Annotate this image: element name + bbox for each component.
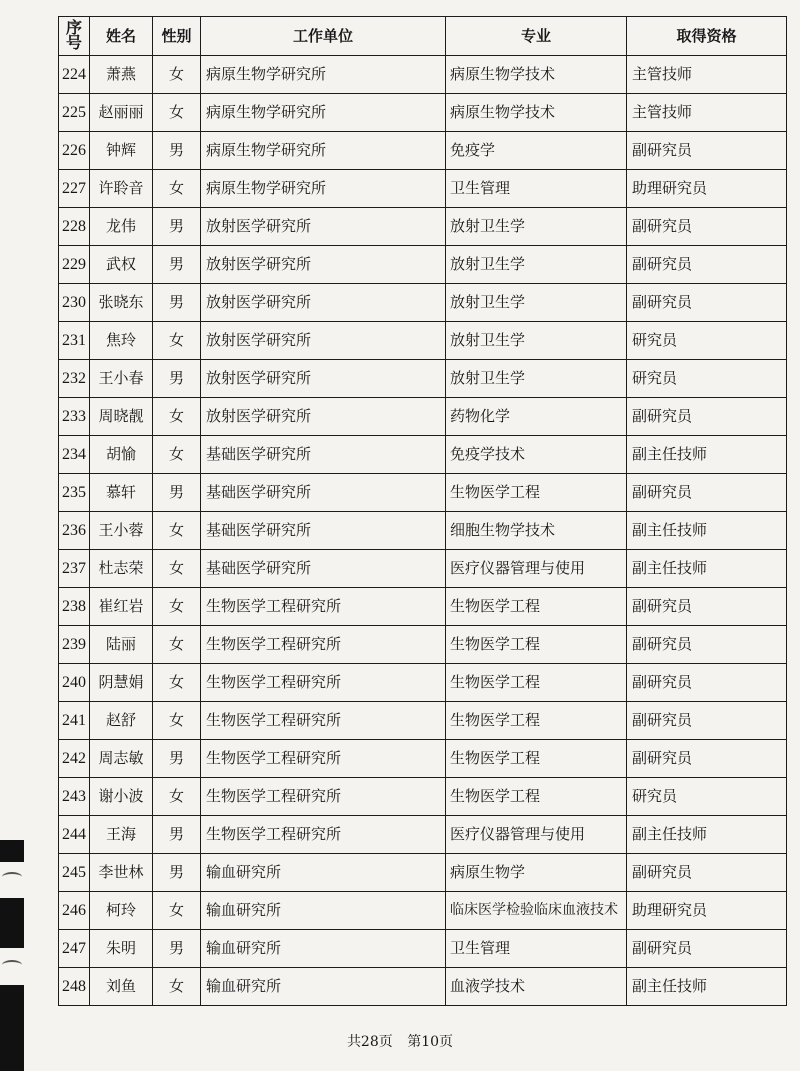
- cell-unit: 病原生物学研究所: [201, 132, 446, 170]
- table-header-row: [59, 17, 787, 56]
- table-row: [59, 588, 787, 626]
- table-row: [59, 854, 787, 892]
- cell-name: 杜志荣: [90, 550, 153, 588]
- cell-qualification: 副研究员: [627, 474, 787, 512]
- cell-qualification: 副研究员: [627, 626, 787, 664]
- cell-major: 放射卫生学: [446, 208, 627, 246]
- table-row: [59, 550, 787, 588]
- cell-unit: 放射医学研究所: [201, 322, 446, 360]
- header-no: 序号: [59, 17, 90, 56]
- table-row: [59, 132, 787, 170]
- cell-unit: 病原生物学研究所: [201, 94, 446, 132]
- current-page: 第10页: [407, 1034, 454, 1050]
- cell-unit: 生物医学工程研究所: [201, 816, 446, 854]
- table-row: [59, 284, 787, 322]
- cell-no: 244: [59, 816, 90, 854]
- cell-name: 朱明: [90, 930, 153, 968]
- cell-major: 临床医学检验临床血液技术: [446, 892, 627, 930]
- cell-qualification: 助理研究员: [627, 892, 787, 930]
- cell-major: 生物医学工程: [446, 740, 627, 778]
- cell-major: 生物医学工程: [446, 664, 627, 702]
- total-pages: 共28页: [346, 1034, 393, 1050]
- cell-no: 245: [59, 854, 90, 892]
- table-body: [59, 56, 787, 1006]
- cell-name: 周晓靓: [90, 398, 153, 436]
- cell-name: 崔红岩: [90, 588, 153, 626]
- cell-name: 张晓东: [90, 284, 153, 322]
- cell-no: 240: [59, 664, 90, 702]
- cell-major: 放射卫生学: [446, 284, 627, 322]
- cell-gender: 女: [153, 512, 201, 550]
- table-row: [59, 56, 787, 94]
- cell-major: 生物医学工程: [446, 474, 627, 512]
- table-row: [59, 892, 787, 930]
- cell-gender: 女: [153, 170, 201, 208]
- cell-gender: 男: [153, 284, 201, 322]
- cell-no: 226: [59, 132, 90, 170]
- cell-qualification: 副研究员: [627, 284, 787, 322]
- cell-qualification: 副主任技师: [627, 436, 787, 474]
- cell-unit: 输血研究所: [201, 968, 446, 1006]
- cell-major: 生物医学工程: [446, 702, 627, 740]
- cell-qualification: 副主任技师: [627, 816, 787, 854]
- cell-no: 229: [59, 246, 90, 284]
- cell-name: 柯玲: [90, 892, 153, 930]
- cell-major: 放射卫生学: [446, 322, 627, 360]
- page-footer: [0, 1031, 800, 1051]
- cell-major: 医疗仪器管理与使用: [446, 816, 627, 854]
- cell-gender: 女: [153, 94, 201, 132]
- cell-no: 224: [59, 56, 90, 94]
- cell-major: 生物医学工程: [446, 626, 627, 664]
- table-row: [59, 968, 787, 1006]
- cell-name: 慕轩: [90, 474, 153, 512]
- cell-gender: 女: [153, 436, 201, 474]
- cell-no: 238: [59, 588, 90, 626]
- cell-no: 232: [59, 360, 90, 398]
- cell-no: 235: [59, 474, 90, 512]
- table-row: [59, 778, 787, 816]
- cell-name: 王海: [90, 816, 153, 854]
- cell-qualification: 研究员: [627, 322, 787, 360]
- cell-qualification: 研究员: [627, 778, 787, 816]
- table-row: [59, 322, 787, 360]
- cell-major: 病原生物学技术: [446, 94, 627, 132]
- cell-unit: 放射医学研究所: [201, 398, 446, 436]
- cell-name: 谢小波: [90, 778, 153, 816]
- table-row: [59, 398, 787, 436]
- cell-name: 许聆音: [90, 170, 153, 208]
- cell-qualification: 副研究员: [627, 246, 787, 284]
- cell-gender: 女: [153, 626, 201, 664]
- binder-mark: [0, 840, 24, 862]
- cell-major: 医疗仪器管理与使用: [446, 550, 627, 588]
- cell-major: 病原生物学技术: [446, 56, 627, 94]
- cell-major: 细胞生物学技术: [446, 512, 627, 550]
- table-row: [59, 474, 787, 512]
- cell-no: 225: [59, 94, 90, 132]
- table-row: [59, 436, 787, 474]
- table-row: [59, 816, 787, 854]
- cell-gender: 女: [153, 778, 201, 816]
- table-row: [59, 702, 787, 740]
- cell-gender: 男: [153, 854, 201, 892]
- cell-major: 免疫学技术: [446, 436, 627, 474]
- cell-major: 卫生管理: [446, 930, 627, 968]
- cell-gender: 男: [153, 360, 201, 398]
- cell-no: 248: [59, 968, 90, 1006]
- cell-major: 血液学技术: [446, 968, 627, 1006]
- cell-no: 237: [59, 550, 90, 588]
- cell-name: 李世林: [90, 854, 153, 892]
- cell-name: 周志敏: [90, 740, 153, 778]
- table-row: [59, 246, 787, 284]
- header-gender: 性别: [153, 17, 201, 56]
- cell-qualification: 副研究员: [627, 930, 787, 968]
- cell-major: 卫生管理: [446, 170, 627, 208]
- table-row: [59, 930, 787, 968]
- cell-qualification: 副主任技师: [627, 550, 787, 588]
- table-row: [59, 94, 787, 132]
- cell-gender: 女: [153, 968, 201, 1006]
- cell-gender: 女: [153, 588, 201, 626]
- cell-name: 阴慧娟: [90, 664, 153, 702]
- cell-major: 生物医学工程: [446, 778, 627, 816]
- binder-hook: [2, 960, 22, 970]
- header-name: 姓名: [90, 17, 153, 56]
- cell-no: 236: [59, 512, 90, 550]
- cell-name: 王小春: [90, 360, 153, 398]
- binder-mark: [0, 898, 24, 948]
- cell-no: 227: [59, 170, 90, 208]
- cell-gender: 女: [153, 664, 201, 702]
- cell-no: 243: [59, 778, 90, 816]
- cell-no: 246: [59, 892, 90, 930]
- cell-gender: 男: [153, 816, 201, 854]
- cell-name: 陆丽: [90, 626, 153, 664]
- cell-name: 龙伟: [90, 208, 153, 246]
- binder-mark: [0, 985, 24, 1071]
- cell-qualification: 副研究员: [627, 588, 787, 626]
- cell-qualification: 主管技师: [627, 56, 787, 94]
- cell-name: 王小蓉: [90, 512, 153, 550]
- cell-unit: 基础医学研究所: [201, 550, 446, 588]
- cell-name: 武权: [90, 246, 153, 284]
- cell-unit: 基础医学研究所: [201, 512, 446, 550]
- cell-qualification: 副研究员: [627, 664, 787, 702]
- table-row: [59, 360, 787, 398]
- cell-qualification: 助理研究员: [627, 170, 787, 208]
- cell-gender: 女: [153, 550, 201, 588]
- cell-major: 生物医学工程: [446, 588, 627, 626]
- cell-name: 钟辉: [90, 132, 153, 170]
- cell-unit: 输血研究所: [201, 892, 446, 930]
- cell-name: 赵舒: [90, 702, 153, 740]
- cell-qualification: 研究员: [627, 360, 787, 398]
- cell-qualification: 副主任技师: [627, 512, 787, 550]
- qualification-table: [58, 16, 787, 1006]
- cell-no: 242: [59, 740, 90, 778]
- cell-name: 刘鱼: [90, 968, 153, 1006]
- table-row: [59, 626, 787, 664]
- cell-no: 234: [59, 436, 90, 474]
- cell-qualification: 副研究员: [627, 398, 787, 436]
- cell-qualification: 副研究员: [627, 702, 787, 740]
- cell-unit: 放射医学研究所: [201, 208, 446, 246]
- cell-unit: 放射医学研究所: [201, 360, 446, 398]
- cell-major: 放射卫生学: [446, 246, 627, 284]
- cell-unit: 病原生物学研究所: [201, 56, 446, 94]
- cell-name: 胡愉: [90, 436, 153, 474]
- cell-unit: 生物医学工程研究所: [201, 740, 446, 778]
- table-row: [59, 512, 787, 550]
- cell-unit: 生物医学工程研究所: [201, 588, 446, 626]
- cell-unit: 基础医学研究所: [201, 474, 446, 512]
- cell-unit: 生物医学工程研究所: [201, 626, 446, 664]
- cell-qualification: 副研究员: [627, 740, 787, 778]
- cell-qualification: 副研究员: [627, 854, 787, 892]
- cell-qualification: 副主任技师: [627, 968, 787, 1006]
- cell-major: 病原生物学: [446, 854, 627, 892]
- cell-unit: 放射医学研究所: [201, 246, 446, 284]
- cell-unit: 病原生物学研究所: [201, 170, 446, 208]
- cell-name: 萧燕: [90, 56, 153, 94]
- cell-gender: 女: [153, 892, 201, 930]
- cell-unit: 输血研究所: [201, 930, 446, 968]
- cell-no: 233: [59, 398, 90, 436]
- cell-unit: 生物医学工程研究所: [201, 664, 446, 702]
- cell-gender: 男: [153, 132, 201, 170]
- cell-unit: 输血研究所: [201, 854, 446, 892]
- table-row: [59, 170, 787, 208]
- table-row: [59, 208, 787, 246]
- cell-no: 230: [59, 284, 90, 322]
- cell-unit: 放射医学研究所: [201, 284, 446, 322]
- cell-unit: 生物医学工程研究所: [201, 778, 446, 816]
- cell-gender: 男: [153, 930, 201, 968]
- cell-unit: 基础医学研究所: [201, 436, 446, 474]
- cell-gender: 女: [153, 398, 201, 436]
- cell-qualification: 副研究员: [627, 132, 787, 170]
- cell-major: 药物化学: [446, 398, 627, 436]
- cell-gender: 男: [153, 208, 201, 246]
- cell-qualification: 副研究员: [627, 208, 787, 246]
- header-qualification: 取得资格: [627, 17, 787, 56]
- cell-qualification: 主管技师: [627, 94, 787, 132]
- header-major: 专业: [446, 17, 627, 56]
- cell-name: 焦玲: [90, 322, 153, 360]
- cell-no: 241: [59, 702, 90, 740]
- binder-hook: [2, 872, 22, 882]
- table-row: [59, 664, 787, 702]
- cell-gender: 男: [153, 740, 201, 778]
- cell-gender: 男: [153, 246, 201, 284]
- cell-gender: 女: [153, 56, 201, 94]
- table-row: [59, 740, 787, 778]
- cell-gender: 男: [153, 474, 201, 512]
- cell-no: 231: [59, 322, 90, 360]
- cell-gender: 女: [153, 702, 201, 740]
- cell-unit: 生物医学工程研究所: [201, 702, 446, 740]
- cell-gender: 女: [153, 322, 201, 360]
- cell-no: 228: [59, 208, 90, 246]
- cell-no: 247: [59, 930, 90, 968]
- cell-name: 赵丽丽: [90, 94, 153, 132]
- header-unit: 工作单位: [201, 17, 446, 56]
- cell-major: 免疫学: [446, 132, 627, 170]
- cell-major: 放射卫生学: [446, 360, 627, 398]
- cell-no: 239: [59, 626, 90, 664]
